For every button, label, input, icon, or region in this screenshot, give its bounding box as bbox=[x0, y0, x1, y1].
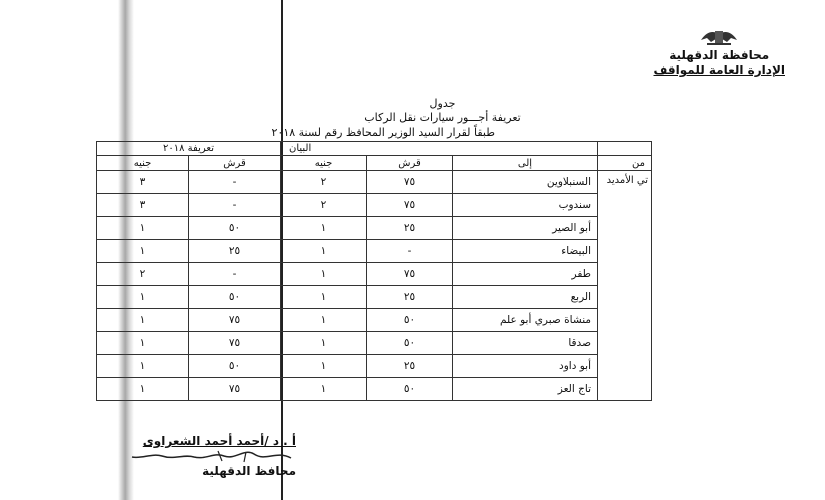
table-row bbox=[97, 332, 652, 355]
piaster-2017-cell: ٧٥ bbox=[367, 263, 453, 286]
piaster-2017-cell: - bbox=[367, 240, 453, 263]
piaster-2018-cell: ٥٠ bbox=[189, 286, 281, 309]
origin-cell: تي الأمديد bbox=[598, 171, 652, 401]
header-pound-2018: جنيه bbox=[97, 156, 189, 171]
piaster-2018-cell: ٧٥ bbox=[189, 309, 281, 332]
header-piaster-2018: قرش bbox=[189, 156, 281, 171]
pound-2017-cell: ١ bbox=[281, 378, 367, 401]
destination-cell: السنبلاوين bbox=[453, 171, 598, 194]
destination-cell: صدقا bbox=[453, 332, 598, 355]
table-header-row-2 bbox=[97, 156, 652, 171]
header-from: من bbox=[598, 156, 652, 171]
header-pound-2017: جنيه bbox=[281, 156, 367, 171]
signatory-title: محافظ الدقهلية bbox=[202, 464, 296, 478]
heading-text: جدول bbox=[429, 97, 456, 110]
table-row bbox=[97, 286, 652, 309]
pound-2017-cell: ١ bbox=[281, 355, 367, 378]
document-subtitle bbox=[0, 111, 825, 124]
pound-2017-cell: ١ bbox=[281, 240, 367, 263]
pound-2018-cell: ١ bbox=[97, 240, 189, 263]
piaster-2017-cell: ٧٥ bbox=[367, 194, 453, 217]
table-row bbox=[97, 263, 652, 286]
pound-2017-cell: ١ bbox=[281, 309, 367, 332]
table-row bbox=[97, 240, 652, 263]
fare-table bbox=[96, 141, 652, 401]
pound-2018-cell: ١ bbox=[97, 217, 189, 240]
destination-cell: أبو داود bbox=[453, 355, 598, 378]
piaster-2018-cell: ٢٥ bbox=[189, 240, 281, 263]
piaster-2017-cell: ٢٥ bbox=[367, 286, 453, 309]
table-header-row-1 bbox=[97, 142, 652, 156]
pound-2018-cell: ٣ bbox=[97, 194, 189, 217]
piaster-2018-cell: - bbox=[189, 194, 281, 217]
pound-2018-cell: ١ bbox=[97, 309, 189, 332]
piaster-2018-cell: - bbox=[189, 263, 281, 286]
table-row bbox=[97, 171, 652, 194]
header-to: إلى bbox=[453, 156, 598, 171]
pound-2017-cell: ٢ bbox=[281, 194, 367, 217]
department-name: الإدارة العامة للمواقف bbox=[653, 63, 785, 77]
table-row bbox=[97, 217, 652, 240]
document-heading bbox=[0, 97, 825, 110]
destination-cell: منشاة صبري أبو علم bbox=[453, 309, 598, 332]
governorate-name: محافظة الدقهلية bbox=[669, 48, 770, 62]
destination-cell: تاج العز bbox=[453, 378, 598, 401]
pound-2017-cell: ١ bbox=[281, 217, 367, 240]
destination-cell: الربع bbox=[453, 286, 598, 309]
subtitle-text: تعريفة أجـــور سيارات نقل الركاب bbox=[364, 111, 521, 124]
piaster-2017-cell: ٥٠ bbox=[367, 332, 453, 355]
decree-text: طبقاً لقرار السيد الوزير المحافظ رقم لسنة ٢٠١٨ bbox=[271, 126, 495, 139]
signature-block bbox=[116, 434, 296, 478]
destination-cell: البيضاء bbox=[453, 240, 598, 263]
header-tariff-2018: تعريفة ٢٠١٨ bbox=[97, 142, 281, 156]
piaster-2017-cell: ٢٥ bbox=[367, 355, 453, 378]
piaster-2017-cell: ٥٠ bbox=[367, 378, 453, 401]
eagle-emblem-icon bbox=[699, 26, 739, 46]
table-row bbox=[97, 194, 652, 217]
piaster-2017-cell: ٧٥ bbox=[367, 171, 453, 194]
handwritten-signature bbox=[126, 448, 296, 464]
pound-2017-cell: ١ bbox=[281, 332, 367, 355]
piaster-2017-cell: ٢٥ bbox=[367, 217, 453, 240]
pound-2018-cell: ١ bbox=[97, 355, 189, 378]
table-row bbox=[97, 378, 652, 401]
pound-2018-cell: ١ bbox=[97, 378, 189, 401]
destination-cell: أبو الصير bbox=[453, 217, 598, 240]
letterhead bbox=[653, 26, 785, 78]
pound-2018-cell: ٢ bbox=[97, 263, 189, 286]
destination-cell: سندوب bbox=[453, 194, 598, 217]
piaster-2018-cell: ٥٠ bbox=[189, 355, 281, 378]
table-row bbox=[97, 309, 652, 332]
table-row bbox=[97, 355, 652, 378]
signatory-name: أ . د /أحمد أحمد الشعراوى bbox=[142, 434, 296, 448]
piaster-2018-cell: ٧٥ bbox=[189, 378, 281, 401]
piaster-2018-cell: - bbox=[189, 171, 281, 194]
destination-cell: طفر bbox=[453, 263, 598, 286]
pound-2018-cell: ١ bbox=[97, 286, 189, 309]
pound-2017-cell: ١ bbox=[281, 286, 367, 309]
piaster-2018-cell: ٥٠ bbox=[189, 217, 281, 240]
piaster-2018-cell: ٧٥ bbox=[189, 332, 281, 355]
pound-2018-cell: ١ bbox=[97, 332, 189, 355]
pound-2017-cell: ١ bbox=[281, 263, 367, 286]
header-statement: البيان bbox=[281, 142, 598, 156]
header-blank-from bbox=[598, 142, 652, 156]
pound-2017-cell: ٢ bbox=[281, 171, 367, 194]
header-piaster-2017: قرش bbox=[367, 156, 453, 171]
pound-2018-cell: ٣ bbox=[97, 171, 189, 194]
piaster-2017-cell: ٥٠ bbox=[367, 309, 453, 332]
